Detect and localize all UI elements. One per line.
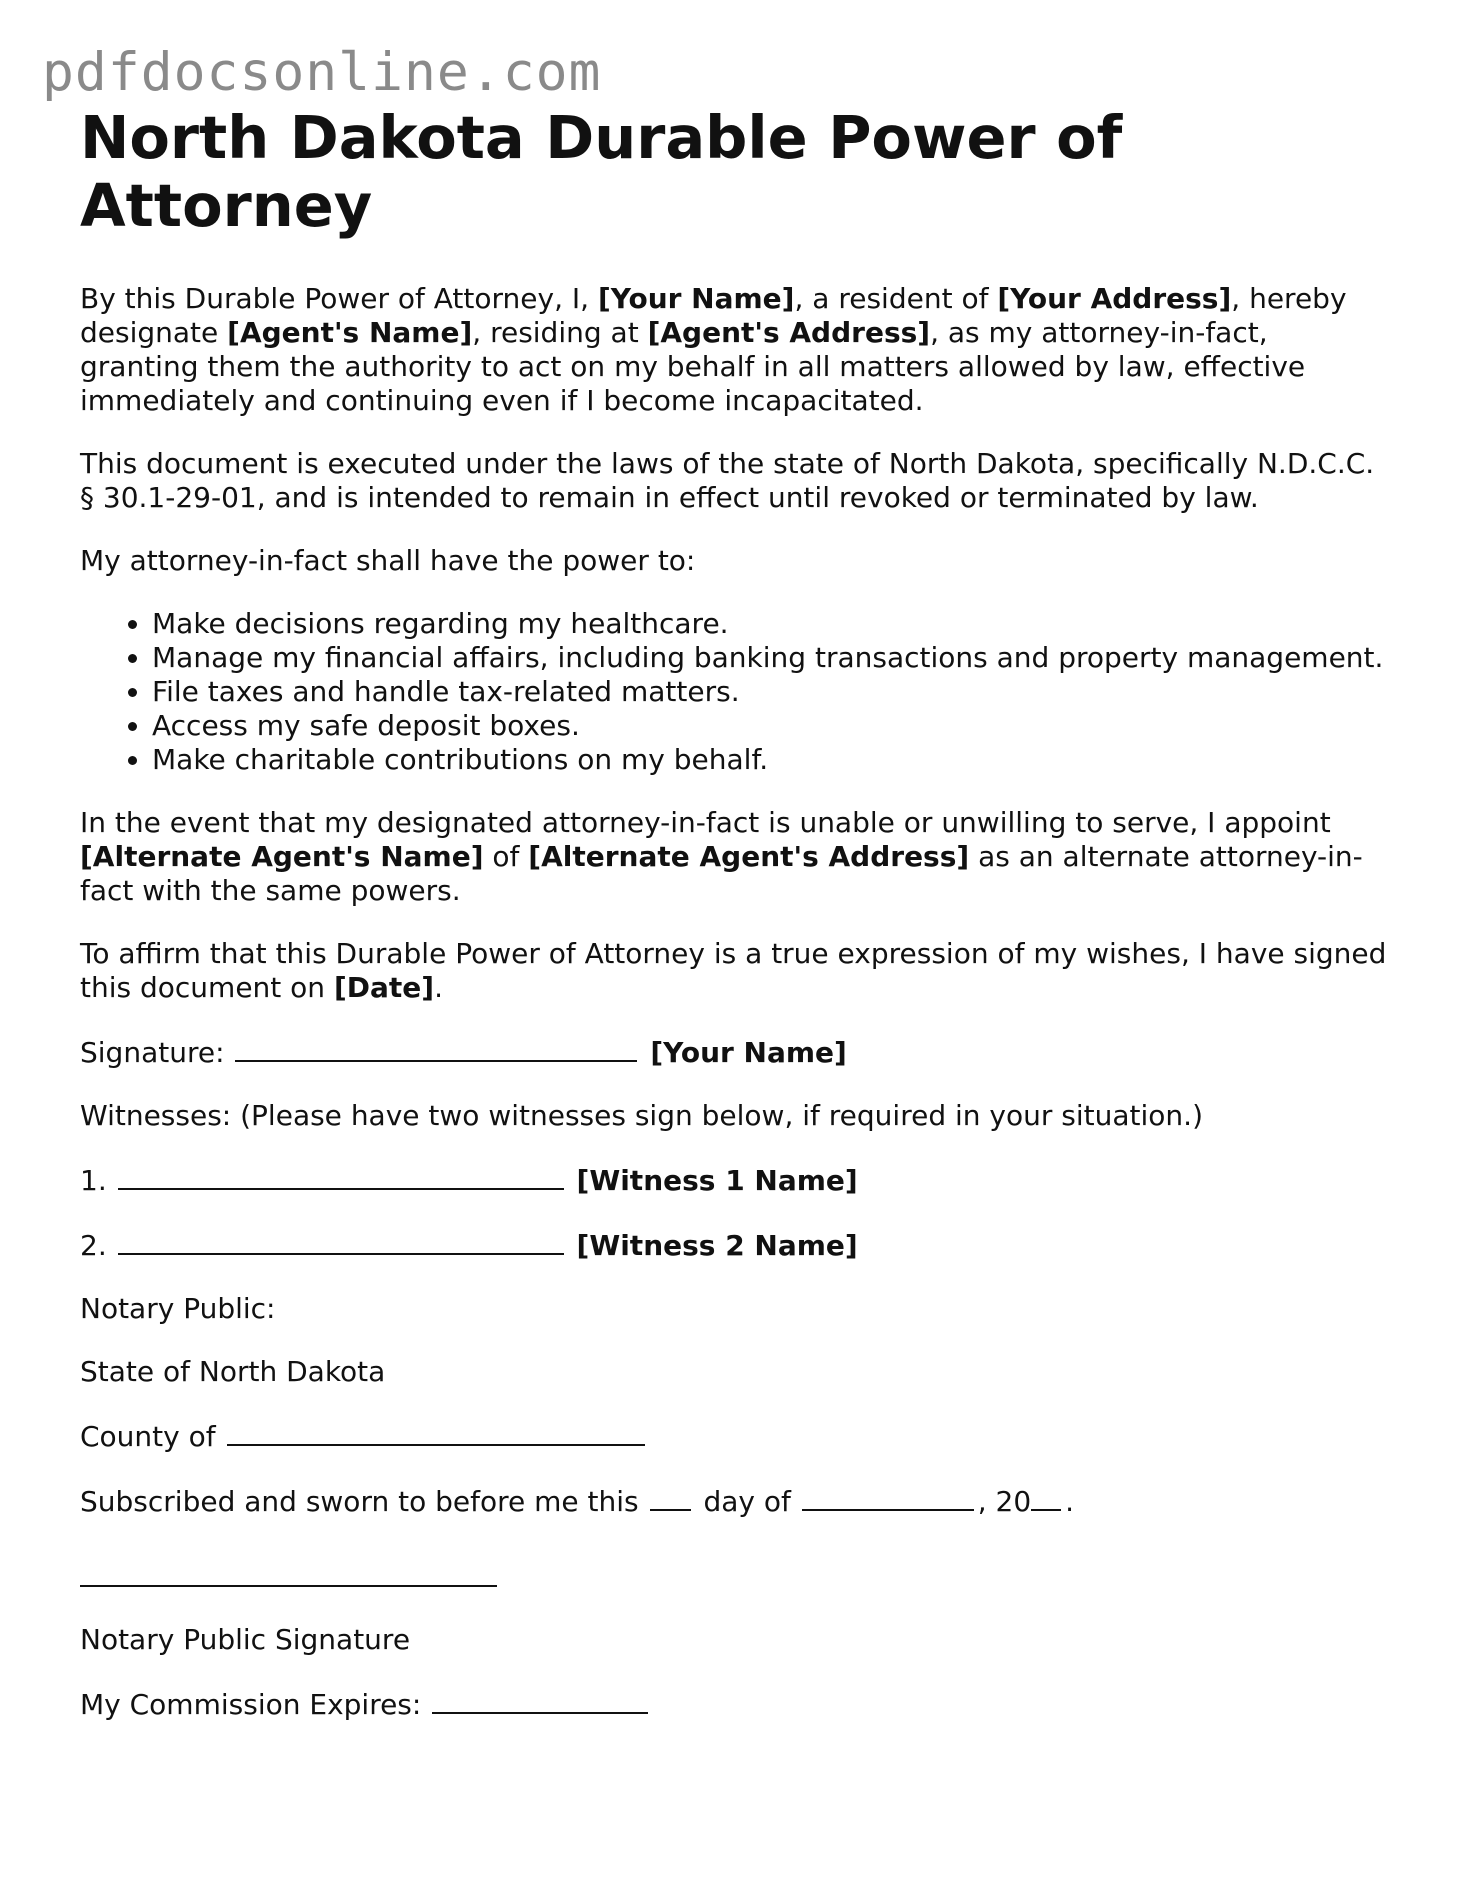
affirm-text-2: . bbox=[434, 971, 443, 1004]
alternate-name-placeholder: [Alternate Agent's Name] bbox=[80, 840, 484, 873]
alternate-address-placeholder: [Alternate Agent's Address] bbox=[528, 840, 970, 873]
notary-heading: Notary Public: bbox=[80, 1292, 276, 1325]
list-item: • Manage my financial affairs, including banking transactions and property management. bbox=[152, 641, 1390, 675]
county-label: County of bbox=[80, 1420, 216, 1453]
signature-name: [Your Name] bbox=[650, 1036, 847, 1069]
sworn-text-3: , 20 bbox=[977, 1485, 1032, 1518]
witness-2-line[interactable] bbox=[118, 1227, 564, 1255]
witness-1-name: [Witness 1 Name] bbox=[576, 1164, 858, 1197]
day-line[interactable] bbox=[650, 1483, 691, 1511]
intro-paragraph bbox=[80, 282, 1390, 418]
sworn-text-2: day of bbox=[703, 1485, 791, 1518]
powers-intro: My attorney-in-fact shall have the power to: bbox=[80, 544, 696, 577]
sworn-text-1: Subscribed and sworn to before me this bbox=[80, 1485, 639, 1518]
county-row bbox=[80, 1418, 1390, 1454]
alternate-text-1: In the event that my designated attorney-in-fact is unable or unwilling to serve, I appoint bbox=[80, 806, 1331, 839]
your-name-placeholder: [Your Name] bbox=[597, 282, 795, 315]
witnesses-intro: Witnesses: (Please have two witnesses sign below, if required in your situation.) bbox=[80, 1099, 1203, 1132]
county-line[interactable] bbox=[227, 1418, 645, 1446]
expires-label: My Commission Expires: bbox=[80, 1688, 422, 1721]
list-item: • File taxes and handle tax-related matters. bbox=[152, 675, 1390, 709]
signature-line[interactable] bbox=[235, 1034, 637, 1062]
your-address-placeholder: [Your Address] bbox=[997, 282, 1232, 315]
witness-1-number: 1. bbox=[80, 1164, 107, 1197]
intro-text-5: , as my attorney-in-fact, granting them the authority to act on my behalf in all matters allowed by law, effective immediately and continuing even if I become incapacitated. bbox=[80, 316, 1306, 417]
signature-label: Signature: bbox=[80, 1036, 225, 1069]
intro-text-2: , a resident of bbox=[794, 282, 998, 315]
sworn-text-4: . bbox=[1065, 1485, 1075, 1518]
intro-text-3: , hereby designate bbox=[80, 282, 1347, 349]
document-page bbox=[80, 104, 1390, 1751]
alternate-paragraph bbox=[80, 806, 1390, 908]
list-item: • Make charitable contributions on my behalf. bbox=[152, 743, 1390, 777]
affirm-paragraph bbox=[80, 937, 1390, 1005]
list-item: • Access my safe deposit boxes. bbox=[152, 709, 1390, 743]
agent-address-placeholder: [Agent's Address] bbox=[647, 316, 931, 349]
notary-state: State of North Dakota bbox=[80, 1355, 386, 1388]
intro-text-1: By this Durable Power of Attorney, I, bbox=[80, 282, 598, 315]
sworn-row bbox=[80, 1483, 1390, 1519]
expires-row bbox=[80, 1686, 1390, 1722]
affirm-text-1: To affirm that this Durable Power of Attorney is a true expression of my wishes, I have signed this document on bbox=[80, 937, 1387, 1004]
powers-list bbox=[80, 607, 1390, 777]
alternate-text-2: of bbox=[483, 840, 529, 873]
law-paragraph: This document is executed under the laws of the state of North Dakota, specifically N.D.C.C. § 30.1-29-01, and is intended to remain in effect until revoked or terminated by law. bbox=[80, 447, 1375, 514]
date-placeholder: [Date] bbox=[333, 971, 435, 1004]
witness-2-number: 2. bbox=[80, 1229, 107, 1262]
year-line[interactable] bbox=[1031, 1483, 1061, 1511]
witness-1-row bbox=[80, 1162, 1390, 1198]
notary-signature-label: Notary Public Signature bbox=[80, 1623, 411, 1656]
agent-name-placeholder: [Agent's Name] bbox=[227, 316, 473, 349]
witness-2-row bbox=[80, 1227, 1390, 1263]
document-title: North Dakota Durable Power of Attorney bbox=[80, 103, 1123, 240]
notary-signature-line[interactable] bbox=[80, 1559, 497, 1587]
month-line[interactable] bbox=[802, 1483, 974, 1511]
witness-1-line[interactable] bbox=[118, 1162, 564, 1190]
watermark: pdfdocsonline.com bbox=[42, 42, 602, 103]
signature-row bbox=[80, 1034, 1390, 1070]
intro-text-4: , residing at bbox=[472, 316, 648, 349]
notary-signature-row bbox=[80, 1559, 1390, 1595]
expires-line[interactable] bbox=[432, 1686, 648, 1714]
alternate-text-3: as an alternate attorney-in-fact with the same powers. bbox=[80, 840, 1363, 907]
witness-2-name: [Witness 2 Name] bbox=[576, 1229, 858, 1262]
list-item: • Make decisions regarding my healthcare. bbox=[152, 607, 1390, 641]
